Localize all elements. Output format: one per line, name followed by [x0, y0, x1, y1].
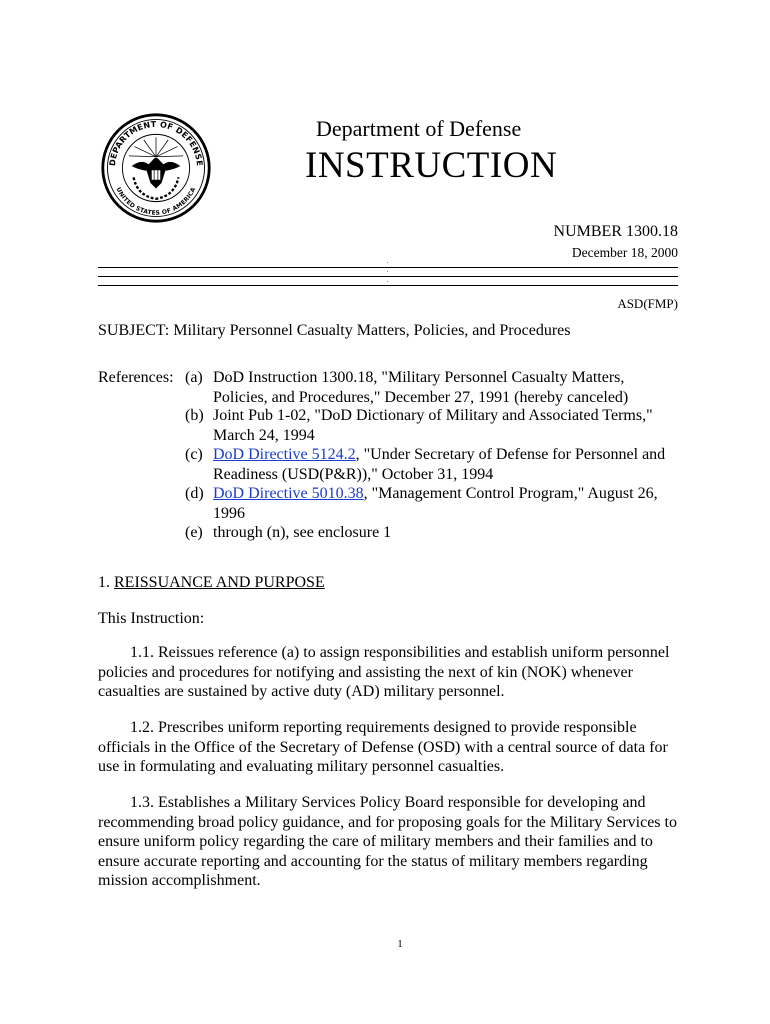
page-number: 1 [397, 938, 403, 950]
reference-e-text: through (n), see enclosure 1 [213, 524, 392, 541]
reference-letter: (b) [185, 407, 204, 424]
paragraph-1-3: 1.3. Establishes a Military Services Policy Board responsible for developing and recommending broad policy guidance, and for proposing goals for the Military Services to ensure uniform policy regarding the care of military members and their families and to ensure accurate reporting and accounting for the status of military members regarding mission accomplishment. [98, 794, 677, 889]
section-number: 1. [98, 574, 110, 591]
seal-top-text: DEPARTMENT OF DEFENSE [107, 119, 205, 167]
reference-b-text: Joint Pub 1-02, "DoD Dictionary of Military and Associated Terms," March 24, 1994 [213, 407, 653, 444]
reference-d-link[interactable]: DoD Directive 5010.38 [213, 485, 364, 502]
reference-letter: (c) [185, 446, 203, 463]
reference-letter: (a) [185, 369, 203, 386]
document-type-title: INSTRUCTION [305, 145, 558, 186]
header-rule [98, 276, 678, 277]
office-of-primary-responsibility: ASD(FMP) [617, 296, 678, 311]
reference-d-text: , "Management Control Program," August 26, 1996 [213, 485, 658, 522]
dod-seal-icon [100, 112, 212, 224]
divider-dot [387, 281, 388, 282]
reference-d [213, 484, 683, 523]
reference-c-text: , "Under Secretary of Defense for Personnel and Readiness (USD(P&R))," October 31, 1994 [213, 446, 666, 483]
reference-a-text: DoD Instruction 1300.18, "Military Personnel Casualty Matters, Policies, and Procedures," December 27, 1991 (hereby canceled) [213, 369, 629, 406]
department-name: Department of Defense [316, 116, 522, 141]
section-title: REISSUANCE AND PURPOSE [114, 574, 325, 591]
reference-c [213, 445, 683, 484]
header-rule [98, 267, 678, 268]
references-label: References: [98, 369, 174, 386]
header-rule [98, 285, 678, 286]
section-intro: This Instruction: [98, 610, 205, 627]
reference-c-link[interactable]: DoD Directive 5124.2 [213, 446, 356, 463]
divider-dot [387, 262, 388, 263]
instruction-number: NUMBER 1300.18 [553, 223, 678, 240]
divider-dot [387, 271, 388, 272]
section-heading [98, 573, 325, 593]
seal-bottom-text: UNITED STATES OF AMERICA [114, 186, 198, 217]
reference-letter: (d) [185, 485, 204, 502]
paragraph-1-1: 1.1. Reissues reference (a) to assign responsibilities and establish uniform personnel policies and procedures for notifying and assisting the next of kin (NOK) whenever casualties are sustained by active duty (AD) military personnel. [98, 644, 670, 700]
reference-letter: (e) [185, 524, 203, 541]
instruction-date: December 18, 2000 [571, 245, 678, 260]
subject-line: SUBJECT: Military Personnel Casualty Matters, Policies, and Procedures [98, 322, 571, 339]
paragraph-1-2: 1.2. Prescribes uniform reporting requirements designed to provide responsible officials in the Office of the Secretary of Defense (OSD) with a central source of data for use in formulating and evaluating military personnel casualties. [98, 719, 668, 775]
